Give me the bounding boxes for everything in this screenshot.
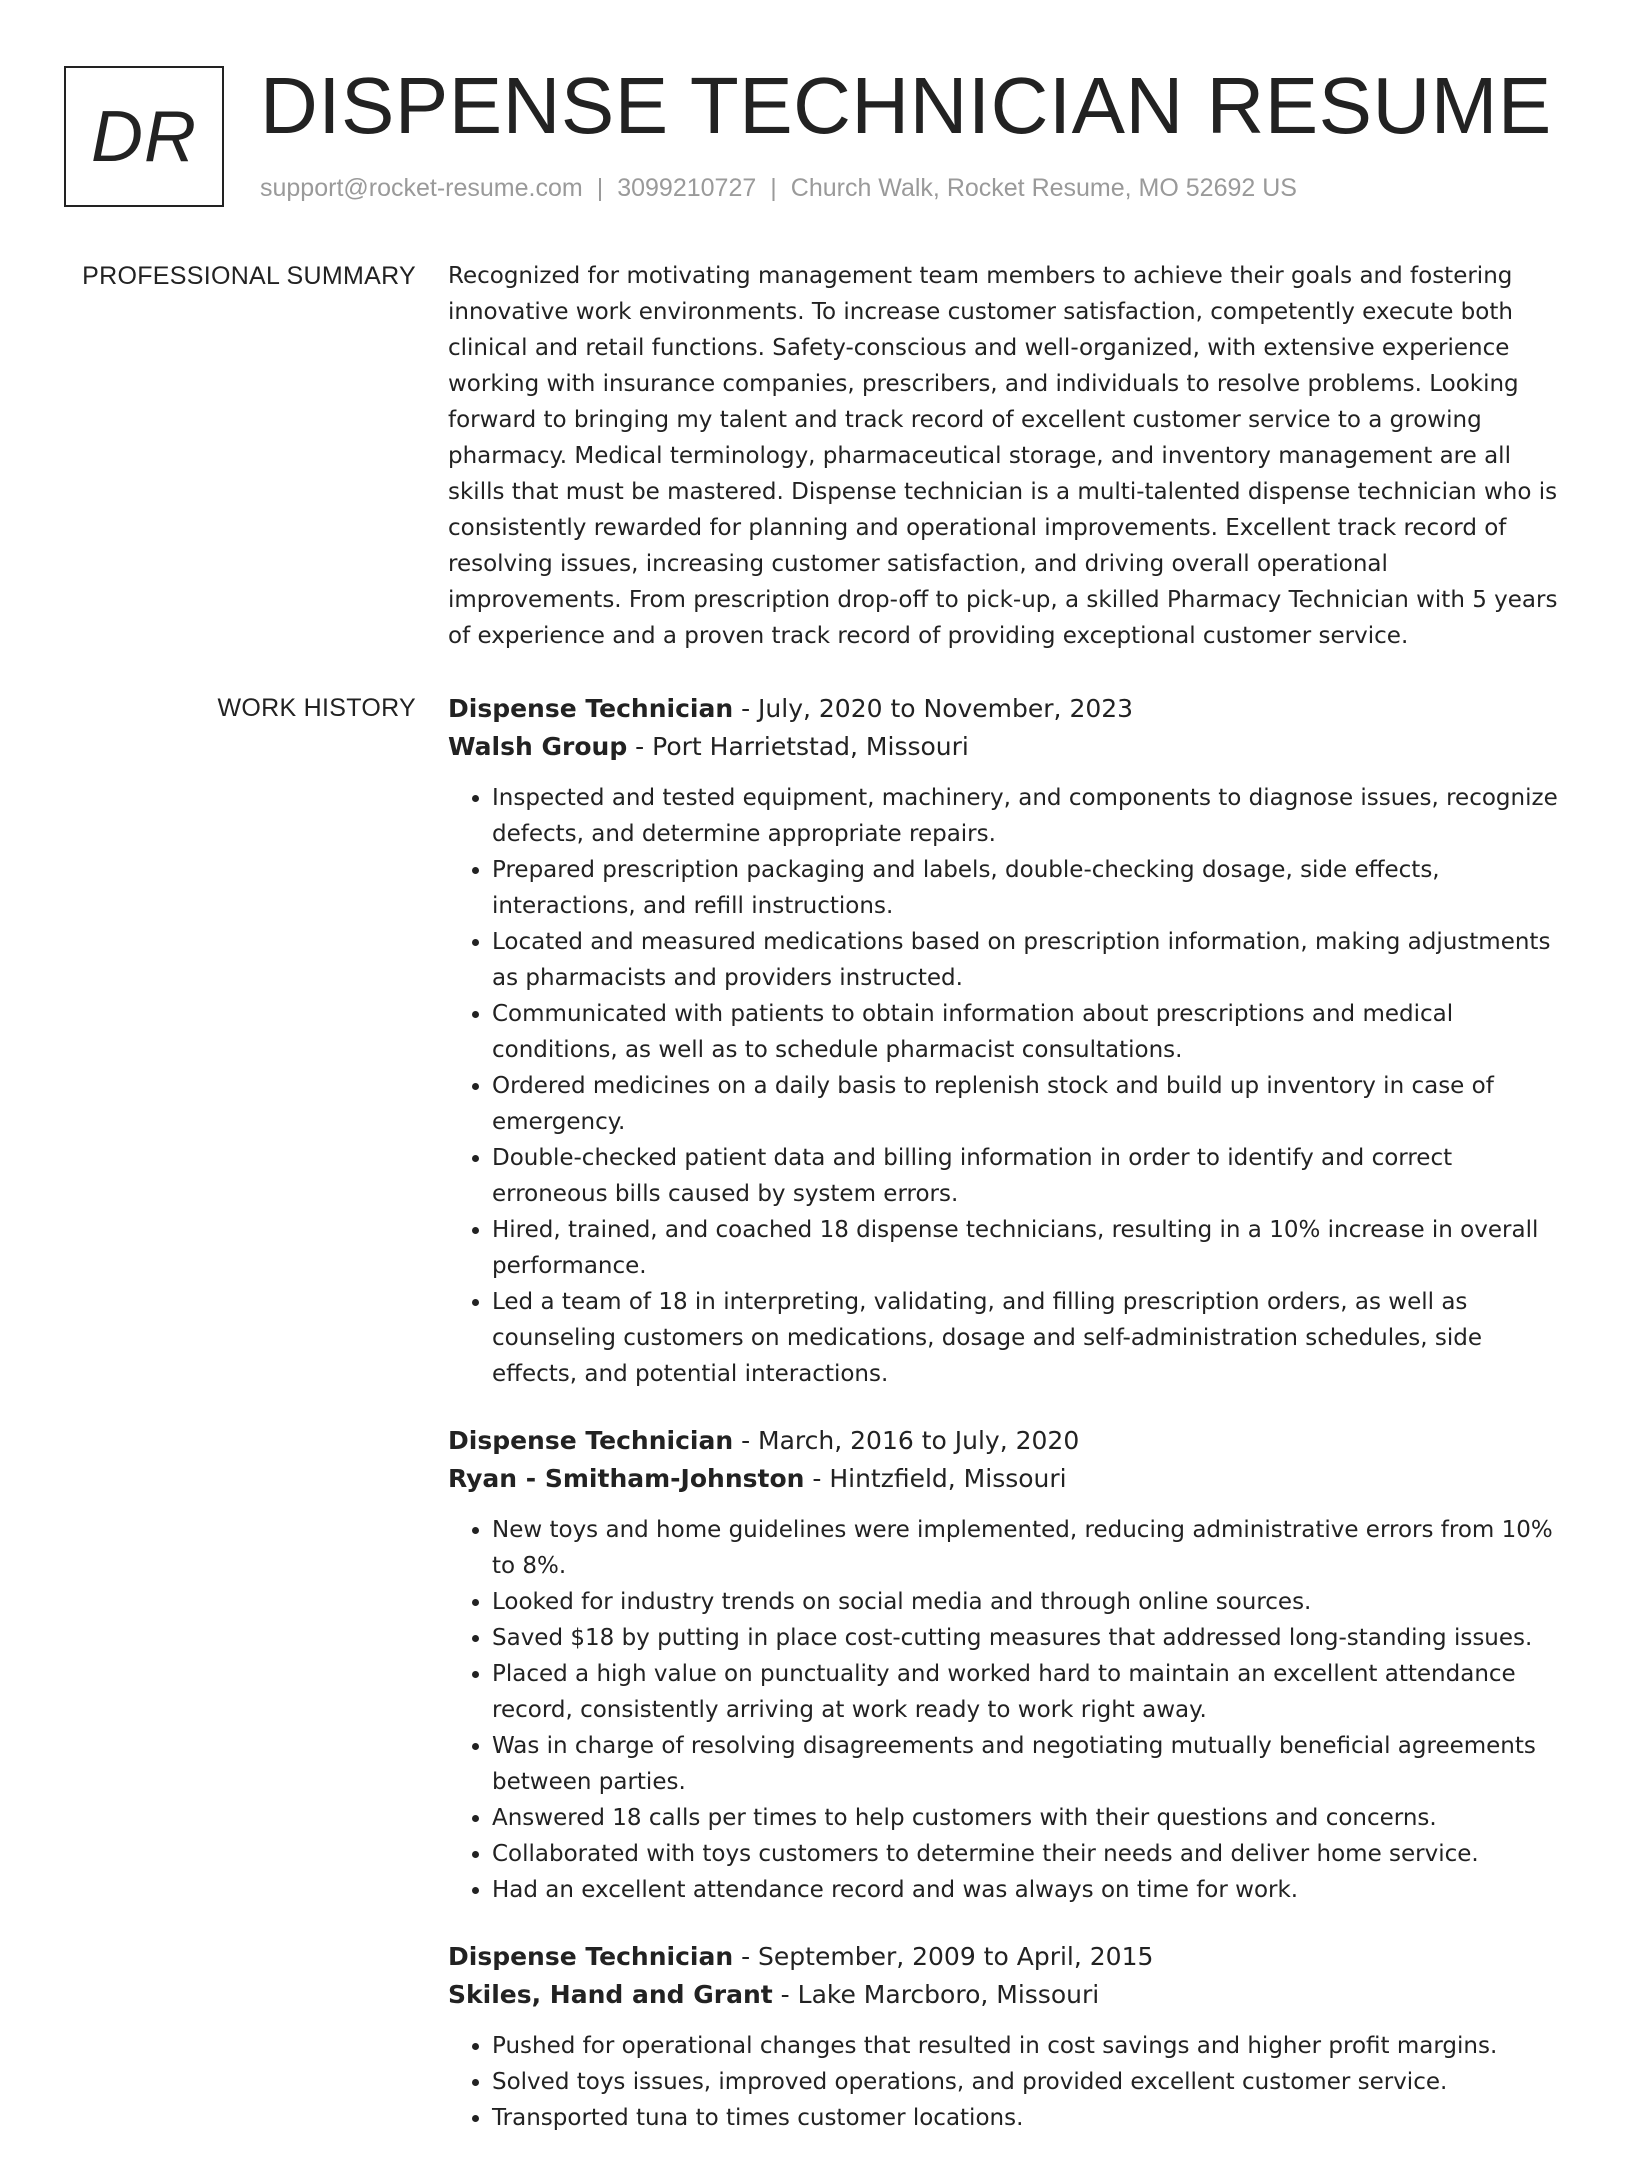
job-company-line (448, 1460, 1568, 1498)
contact-email: support@rocket-resume.com (260, 174, 583, 202)
job-bullet: • Placed a high value on punctuality and worked hard to maintain an excellent attendance record, consistently arriving at work ready to work right away. (492, 1656, 1568, 1728)
job-bullet: • Located and measured medications based on prescription information, making adjustments as pharmacists and providers instructed. (492, 924, 1568, 996)
job-bullet: • Was in charge of resolving disagreements and negotiating mutually beneficial agreements between parties. (492, 1728, 1568, 1800)
job-bullet: • Prepared prescription packaging and labels, double-checking dosage, side effects, interactions, and refill instructions. (492, 852, 1568, 924)
job-title: Dispense Technician (448, 1942, 734, 1971)
job-entry (448, 1938, 1568, 2136)
resume-header (64, 61, 1568, 210)
job-bullet: • Communicated with patients to obtain information about prescriptions and medical conditions, as well as to schedule pharmacist consultations. (492, 996, 1568, 1068)
contact-separator: | (596, 174, 604, 202)
job-company: Ryan - Smitham-Johnston (448, 1464, 805, 1493)
section-label-work-history: WORK HISTORY (217, 694, 416, 722)
job-bullet-list (448, 1512, 1568, 1908)
job-bullet: • Ordered medicines on a daily basis to replenish stock and build up inventory in case of emergency. (492, 1068, 1568, 1140)
work-history-body (448, 690, 1568, 2166)
job-bullet: • Double-checked patient data and billing information in order to identify and correct erroneous bills caused by system errors. (492, 1140, 1568, 1212)
summary-text: Recognized for motivating management team members to achieve their goals and fostering innovative work environments. To increase customer satisfaction, competently execute both clinical and retail functions. Safety-conscious and well-organized, with extensive experience working with insurance companies, prescribers, and individuals to resolve problems. Looking forward to bringing my talent and track record of excellent customer service to a growing pharmacy. Medical terminology, pharmaceutical storage, and inventory management are all skills that must be mastered. Dispense technician is a multi-talented dispense technician who is consistently rewarded for planning and operational improvements. Excellent track record of resolving issues, increasing customer satisfaction, and driving overall operational improvements. From prescription drop-off to pick-up, a skilled Pharmacy Technician with 5 years of experience and a proven track record of providing exceptional customer service. (448, 263, 1558, 649)
job-bullet: • Pushed for operational changes that resulted in cost savings and higher profit margins. (492, 2028, 1568, 2064)
resume-title: DISPENSE TECHNICIAN RESUME (260, 61, 1552, 150)
job-location: - Port Harrietstad, Missouri (627, 732, 969, 761)
job-bullet: • Solved toys issues, improved operations, and provided excellent customer service. (492, 2064, 1568, 2100)
job-bullet: • Had an excellent attendance record and was always on time for work. (492, 1872, 1568, 1908)
job-dates: - July, 2020 to November, 2023 (733, 694, 1134, 723)
job-bullet: • Hired, trained, and coached 18 dispense technicians, resulting in a 10% increase in overall performance. (492, 1212, 1568, 1284)
job-location: - Lake Marcboro, Missouri (772, 1980, 1100, 2009)
job-bullet: • Transported tuna to times customer locations. (492, 2100, 1568, 2136)
job-company: Skiles, Hand and Grant (448, 1980, 773, 2009)
job-location: - Hintzfield, Missouri (804, 1464, 1067, 1493)
monogram-box: DR (64, 66, 224, 207)
job-bullet: • Led a team of 18 in interpreting, validating, and filling prescription orders, as well as counseling customers on medications, dosage and self-administration schedules, side effects, and potential interactions. (492, 1284, 1568, 1392)
job-company: Walsh Group (448, 732, 628, 761)
job-title: Dispense Technician (448, 694, 734, 723)
contact-separator: | (770, 174, 777, 202)
job-bullet: • Answered 18 calls per times to help customers with their questions and concerns. (492, 1800, 1568, 1836)
job-bullet-list (448, 2028, 1568, 2136)
job-bullet: • New toys and home guidelines were implemented, reducing administrative errors from 10% to 8%. (492, 1512, 1568, 1584)
job-title-line (448, 1422, 1568, 1460)
job-entry (448, 690, 1568, 1392)
job-company-line (448, 1976, 1568, 2014)
contact-phone: 3099210727 (617, 174, 757, 202)
job-dates: - September, 2009 to April, 2015 (733, 1942, 1154, 1971)
summary-body (448, 258, 1568, 654)
job-title-line (448, 1938, 1568, 1976)
job-bullet: • Inspected and tested equipment, machinery, and components to diagnose issues, recognize defects, and determine appropriate repairs. (492, 780, 1568, 852)
job-company-line (448, 728, 1568, 766)
job-entry (448, 1422, 1568, 1908)
job-bullet-list (448, 780, 1568, 1392)
job-title-line (448, 690, 1568, 728)
section-label-summary: PROFESSIONAL SUMMARY (82, 262, 416, 290)
job-bullet: • Collaborated with toys customers to determine their needs and deliver home service. (492, 1836, 1568, 1872)
job-bullet: • Saved $18 by putting in place cost-cutting measures that addressed long-standing issues. (492, 1620, 1568, 1656)
contact-line (260, 174, 1297, 203)
job-title: Dispense Technician (448, 1426, 734, 1455)
job-bullet: • Looked for industry trends on social media and through online sources. (492, 1584, 1568, 1620)
job-dates: - March, 2016 to July, 2020 (733, 1426, 1080, 1455)
contact-address: Church Walk, Rocket Resume, MO 52692 US (790, 174, 1297, 202)
